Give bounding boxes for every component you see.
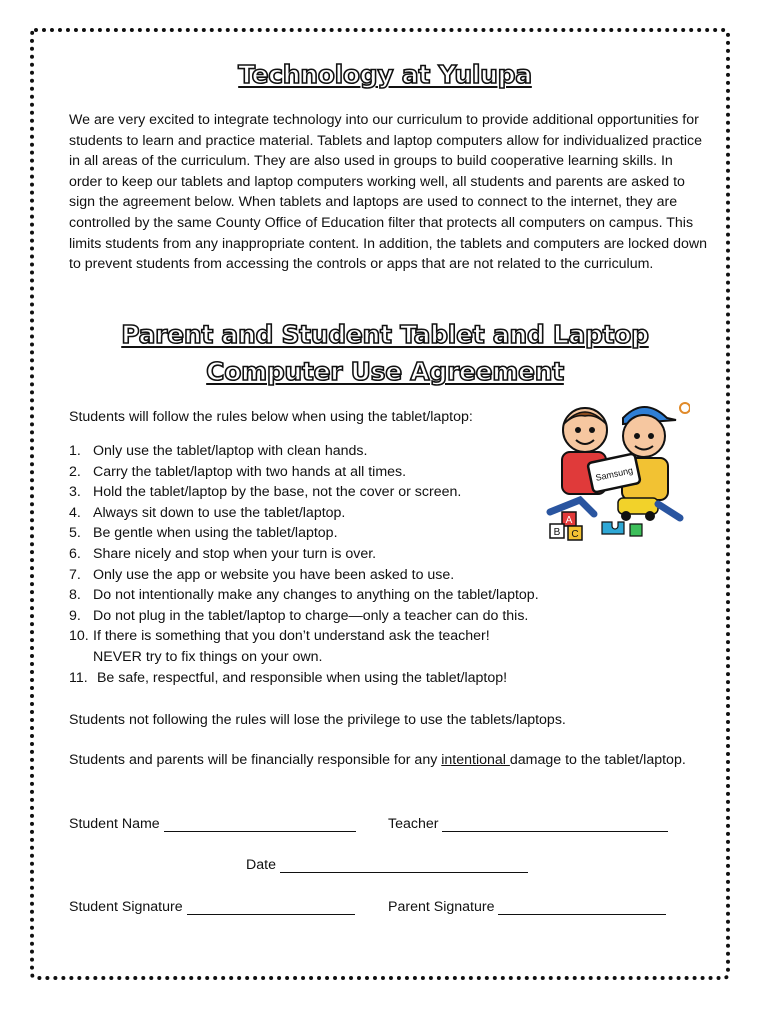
student-signature-line[interactable]	[187, 900, 355, 915]
rule-number: 8.	[69, 587, 81, 604]
student-name-line[interactable]	[164, 817, 356, 832]
rule-text: NEVER try to fix things on your own.	[93, 648, 323, 665]
rule-item	[69, 441, 569, 462]
damage-note-emphasis: intentional	[441, 752, 510, 768]
rule-text: Do not intentionally make any changes to anything on the tablet/laptop.	[93, 587, 539, 604]
rule-number: 4.	[69, 504, 81, 521]
rule-item	[69, 503, 569, 524]
block-c-letter: C	[571, 529, 579, 540]
rules-lead-text: Students will follow the rules below when using the tablet/laptop:	[69, 409, 473, 425]
rule-item	[69, 482, 569, 503]
agreement-title-line2: Computer Use Agreement	[206, 357, 564, 386]
date-label: Date	[246, 857, 276, 873]
rule-number: 11.	[69, 669, 88, 686]
rule-number: 10.	[69, 628, 89, 645]
rule-text: Share nicely and stop when your turn is over.	[93, 545, 377, 562]
teacher-field[interactable]	[388, 816, 668, 832]
rule-number: 7.	[69, 566, 81, 583]
teacher-line[interactable]	[442, 817, 668, 832]
date-field[interactable]	[246, 857, 528, 873]
rule-text: Do not plug in the tablet/laptop to charge—only a teacher can do this.	[93, 607, 529, 624]
rule-item	[69, 462, 569, 483]
rule-text: Carry the tablet/laptop with two hands at all times.	[93, 463, 407, 480]
kids-with-tablet-clipart	[540, 400, 690, 550]
rule-number: 6.	[69, 545, 81, 562]
student-name-label: Student Name	[69, 816, 160, 832]
rule-item	[69, 647, 569, 668]
puzzle-piece-blue	[602, 522, 624, 534]
rule-text: If there is something that you don’t understand ask the teacher!	[93, 628, 490, 645]
rule-item	[69, 626, 569, 647]
parent-signature-label: Parent Signature	[388, 899, 495, 915]
rules-list	[69, 441, 569, 688]
rule-number: 5.	[69, 525, 81, 542]
agreement-title-line1: Parent and Student Tablet and Laptop	[121, 320, 649, 349]
intro-paragraph: We are very excited to integrate technology into our curriculum to provide additional opportunities for students to learn and practice material. Tablets and laptop computers allow for individualized practice in all areas of the curriculum. They are also used in groups to build cooperative learning skills. In order to keep our tablets and laptop computers working well, all students and parents are asked to sign the agreement below. When tablets and laptops are used to connect to the internet, they are controlled by the same County Office of Education filter that protects all computers on campus. This limits students from any inappropriate content. In addition, the tablets and computers are locked down to prevent students from accessing the controls or apps that are not related to the curriculum.	[69, 112, 708, 273]
rule-number: 1.	[69, 443, 81, 459]
date-line[interactable]	[280, 858, 528, 873]
block-b-letter: B	[553, 527, 561, 538]
parent-signature-field[interactable]	[388, 899, 666, 915]
rule-text: Hold the tablet/laptop by the base, not the cover or screen.	[93, 484, 462, 501]
rule-text: Only use the tablet/laptop with clean hands.	[93, 443, 368, 459]
student-signature-field[interactable]	[69, 899, 355, 915]
page-title: Technology at Yulupa	[238, 60, 532, 89]
tablet-brand-text: Samsung	[594, 465, 634, 483]
rule-item	[69, 668, 569, 689]
rule-number: 9.	[69, 607, 81, 624]
damage-note-after: damage to the tablet/laptop.	[509, 752, 686, 768]
rule-text: Be safe, respectful, and responsible when using the tablet/laptop!	[93, 669, 508, 686]
agreement-title	[0, 316, 770, 390]
damage-note	[69, 752, 686, 768]
rule-text: Only use the app or website you have been asked to use.	[93, 566, 455, 583]
teacher-label: Teacher	[388, 816, 439, 832]
student-signature-label: Student Signature	[69, 899, 183, 915]
boy2-head	[623, 415, 665, 457]
parent-signature-line[interactable]	[498, 900, 666, 915]
rule-text: Be gentle when using the tablet/laptop.	[93, 525, 338, 542]
rule-number: 3.	[69, 484, 81, 501]
rule-item	[69, 606, 569, 627]
rule-item	[69, 544, 569, 565]
student-name-field[interactable]	[69, 816, 356, 832]
damage-note-before: Students and parents will be financially responsible for any	[69, 752, 442, 768]
block-a-letter: A	[565, 515, 573, 526]
rule-item	[69, 565, 569, 586]
rule-item	[69, 523, 569, 544]
privilege-note: Students not following the rules will lose the privilege to use the tablets/laptops.	[69, 712, 566, 728]
puzzle-piece-green	[630, 524, 642, 536]
rule-number: 2.	[69, 463, 81, 480]
rule-text: Always sit down to use the tablet/laptop.	[93, 504, 346, 521]
rule-item	[69, 585, 569, 606]
